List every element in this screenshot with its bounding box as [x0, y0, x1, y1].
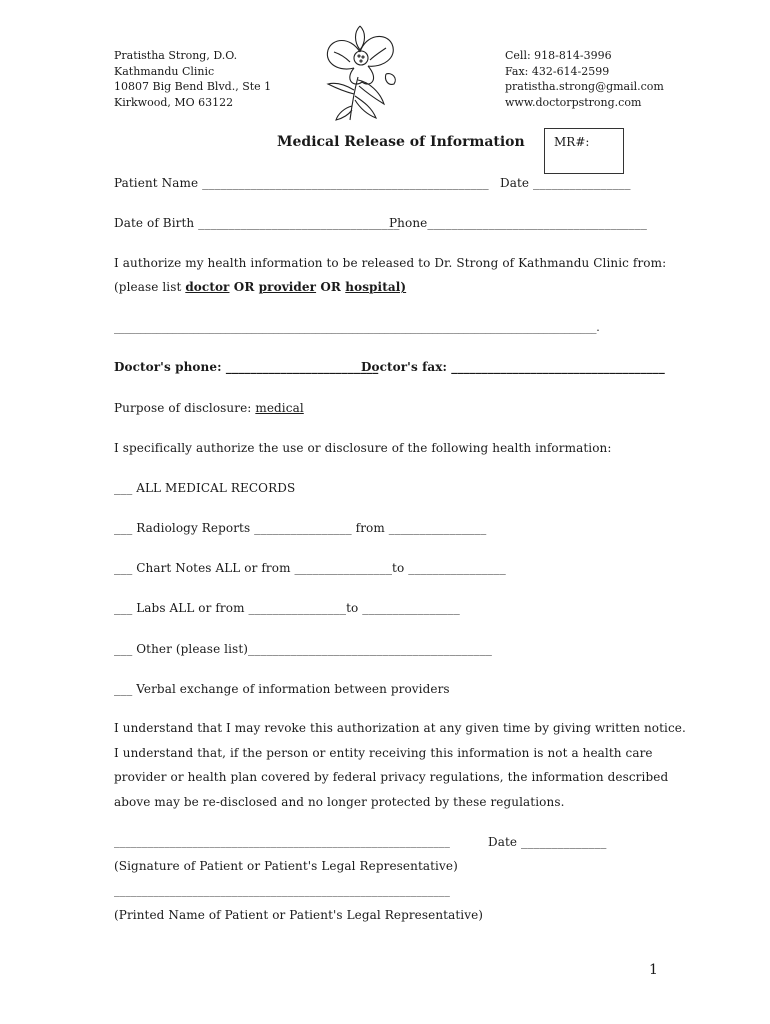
or-text: OR — [316, 280, 346, 294]
page-number: 1 — [649, 962, 658, 978]
date-field[interactable]: Date ________________ — [500, 176, 631, 190]
checklist-item-other[interactable]: ___ Other (please list)________________________________________ — [114, 642, 493, 656]
doctor-name: Pratistha Strong, D.O. — [114, 49, 238, 62]
authorize-statement: I authorize my health information to be released to Dr. Strong of Kathmandu Clinic from: — [114, 256, 667, 270]
cell-number: Cell: 918-814-3996 — [505, 49, 612, 62]
doctor-option: doctor — [185, 280, 230, 294]
checklist-item-chart-notes[interactable]: ___ Chart Notes ALL or from ________________to ________________ — [114, 561, 506, 575]
mr-number-box[interactable] — [544, 128, 624, 174]
clinic-name: Kathmandu Clinic — [114, 64, 215, 78]
date-of-birth-field[interactable]: Date of Birth _________________________________ — [114, 216, 400, 230]
clinic-address-block — [114, 48, 271, 110]
website-address: www.doctorpstrong.com — [505, 95, 642, 109]
doctors-fax-field[interactable]: Doctor's fax: ___________________________________ — [361, 360, 665, 374]
purpose-value[interactable]: medical — [255, 401, 304, 415]
doctors-phone-field[interactable]: Doctor's phone: _________________________ — [114, 360, 379, 374]
signature-date-field[interactable]: Date ______________ — [488, 835, 607, 849]
source-open-text: (please list — [114, 280, 186, 294]
signature-line[interactable]: ____________________________________________________________ — [114, 835, 450, 848]
source-instruction — [114, 280, 406, 294]
notice-line: I understand that I may revoke this authorization at any given time by giving written notice. — [114, 721, 686, 735]
hospital-option: hospital) — [345, 280, 407, 294]
purpose-of-disclosure — [114, 401, 304, 415]
or-text: OR — [229, 280, 259, 294]
printed-name-line[interactable]: ____________________________________________________________ — [114, 884, 450, 897]
checklist-item-verbal-exchange[interactable]: ___ Verbal exchange of information between providers — [114, 682, 450, 696]
fax-number: Fax: 432-614-2599 — [505, 64, 610, 78]
specifically-authorize-text: I specifically authorize the use or disclosure of the following health information: — [114, 441, 612, 455]
notice-line: provider or health plan covered by federal privacy regulations, the information described — [114, 770, 669, 784]
street-address: 10807 Big Bend Blvd., Ste 1 — [114, 80, 272, 93]
provider-option: provider — [258, 280, 317, 294]
flower-logo-icon — [314, 22, 406, 122]
email-address: pratistha.strong@gmail.com — [505, 80, 664, 93]
purpose-label: Purpose of disclosure: — [114, 401, 256, 415]
patient-name-field[interactable]: Patient Name _______________________________________________ — [114, 176, 489, 190]
signature-caption: (Signature of Patient or Patient's Legal Representative) — [114, 859, 458, 873]
contact-block — [505, 48, 664, 110]
printed-name-caption: (Printed Name of Patient or Patient's Legal Representative) — [114, 908, 484, 922]
notice-line: I understand that, if the person or entity receiving this information is not a health care — [114, 746, 653, 760]
city-state-zip: Kirkwood, MO 63122 — [114, 95, 234, 109]
checklist-item-all-records[interactable]: ___ ALL MEDICAL RECORDS — [114, 481, 296, 495]
phone-field[interactable]: Phone____________________________________ — [389, 216, 647, 230]
mr-label: MR#: — [554, 135, 590, 149]
form-title: Medical Release of Information — [277, 134, 525, 150]
checklist-item-labs[interactable]: ___ Labs ALL or from ________________to ________________ — [114, 601, 460, 615]
notice-line: above may be re-disclosed and no longer protected by these regulations. — [114, 795, 565, 809]
source-blank-line[interactable]: ___________________________________________________________________________________________. — [114, 321, 600, 334]
checklist-item-radiology[interactable]: ___ Radiology Reports ________________ from ________________ — [114, 521, 487, 535]
